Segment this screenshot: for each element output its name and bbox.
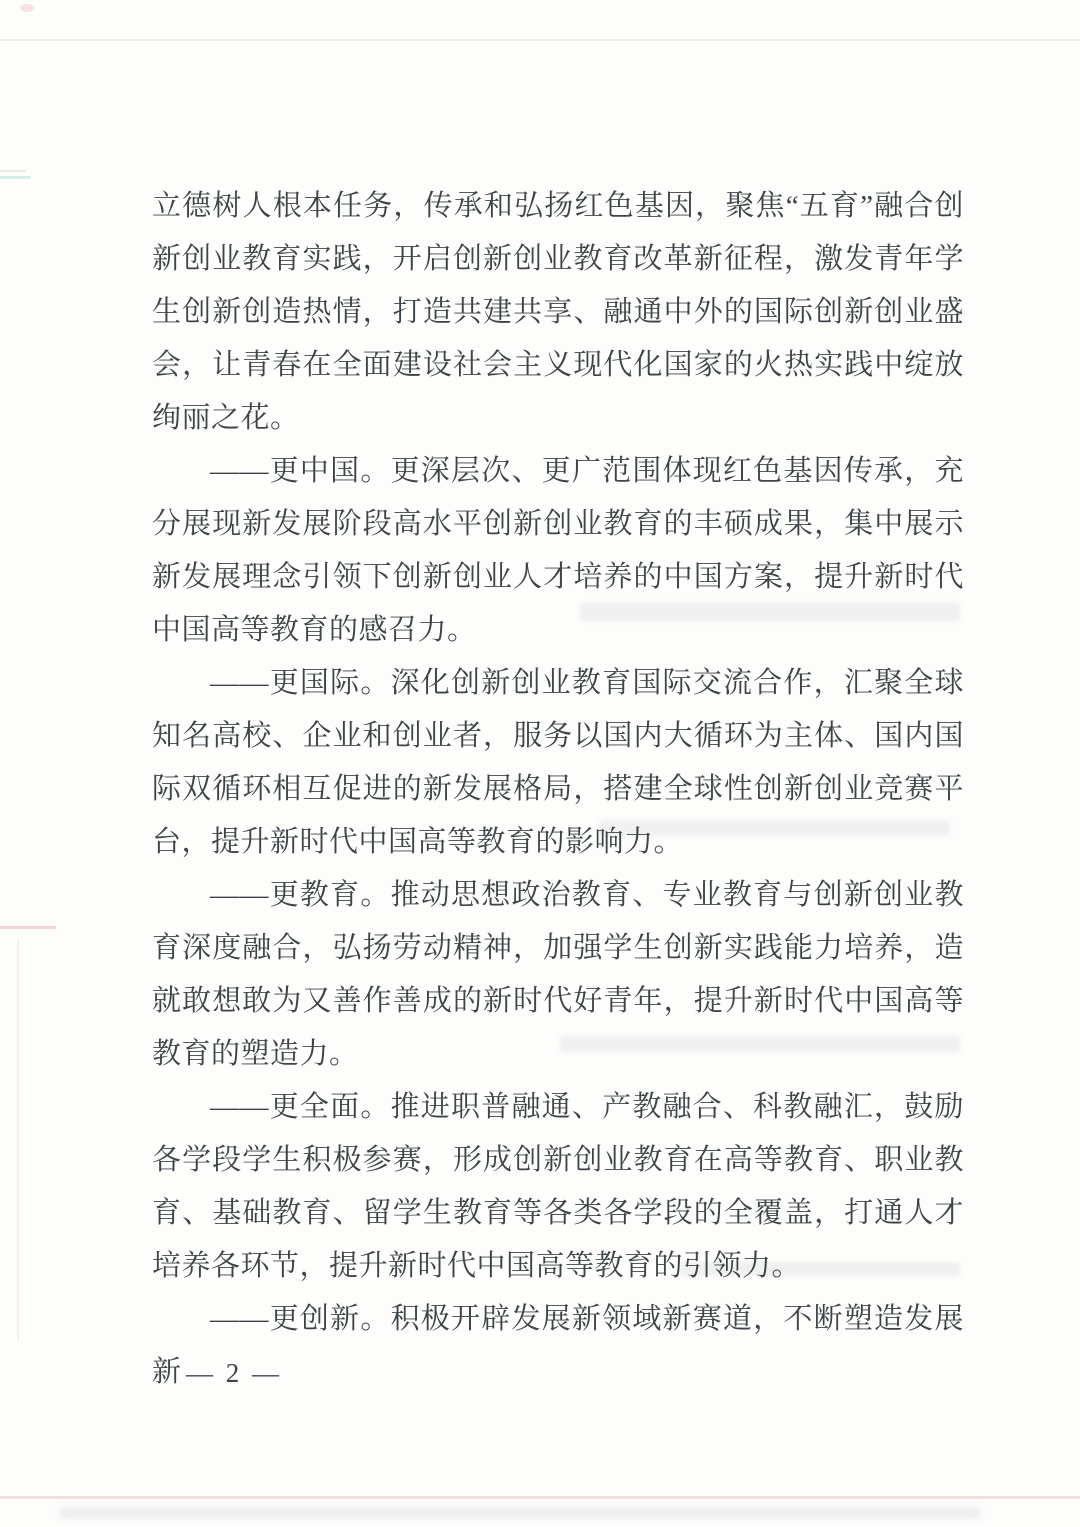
page-number: — 2 — xyxy=(186,1358,282,1388)
scan-artifact-gray-mark xyxy=(0,170,26,172)
scan-artifact-pink-streak xyxy=(17,940,19,1340)
paragraph-geng-zhongguo: ——更中国。更深层次、更广范围体现红色基因传承，充分展现新发展阶段高水平创新创业教育的丰硕成果，集中展示新发展理念引领下创新创业人才培养的中国方案，提升新时代中国高等教育的感召力。 xyxy=(152,455,964,646)
paragraph-geng-quanmian: ——更全面。推进职普融通、产教融合、科教融汇，鼓励各学段学生积极参赛，形成创新创业教育在高等教育、职业教育、基础教育、留学生教育等各类各学段的全覆盖，打通人才培养各环节，提升新时代中国高等教育的引领力。 xyxy=(152,1091,964,1282)
paragraph-continuation: 立德树人根本任务，传承和弘扬红色基因，聚焦“五育”融合创新创业教育实践，开启创新创业教育改革新征程，激发青年学生创新创造热情，打造共建共享、融通中外的国际创新创业盛会，让青春在全面建设社会主义现代化国家的火热实践中绽放绚丽之花。 xyxy=(152,190,964,434)
scan-artifact-pink-line xyxy=(0,926,56,929)
document-body xyxy=(152,180,964,1399)
scan-artifact-pink-dot xyxy=(20,4,34,12)
paragraph-geng-chuangxin: ——更创新。积极开辟发展新领域新赛道，不断塑造发展新 xyxy=(152,1303,964,1388)
scan-artifact-bottom-smudge xyxy=(60,1507,980,1519)
scan-artifact-teal-mark xyxy=(0,176,30,179)
paragraph-geng-guoji: ——更国际。深化创新创业教育国际交流合作，汇聚全球知名高校、企业和创业者，服务以国内大循环为主体、国内国际双循环相互促进的新发展格局，搭建全球性创新创业竞赛平台，提升新时代中国高等教育的影响力。 xyxy=(152,667,964,858)
paragraph-geng-jiaoyu: ——更教育。推动思想政治教育、专业教育与创新创业教育深度融合，弘扬劳动精神，加强学生创新实践能力培养，造就敢想敢为又善作善成的新时代好青年，提升新时代中国高等教育的塑造力。 xyxy=(152,879,964,1070)
scan-artifact-top-rule xyxy=(0,39,1080,41)
scan-artifact-bottom-rule xyxy=(0,1496,1080,1499)
